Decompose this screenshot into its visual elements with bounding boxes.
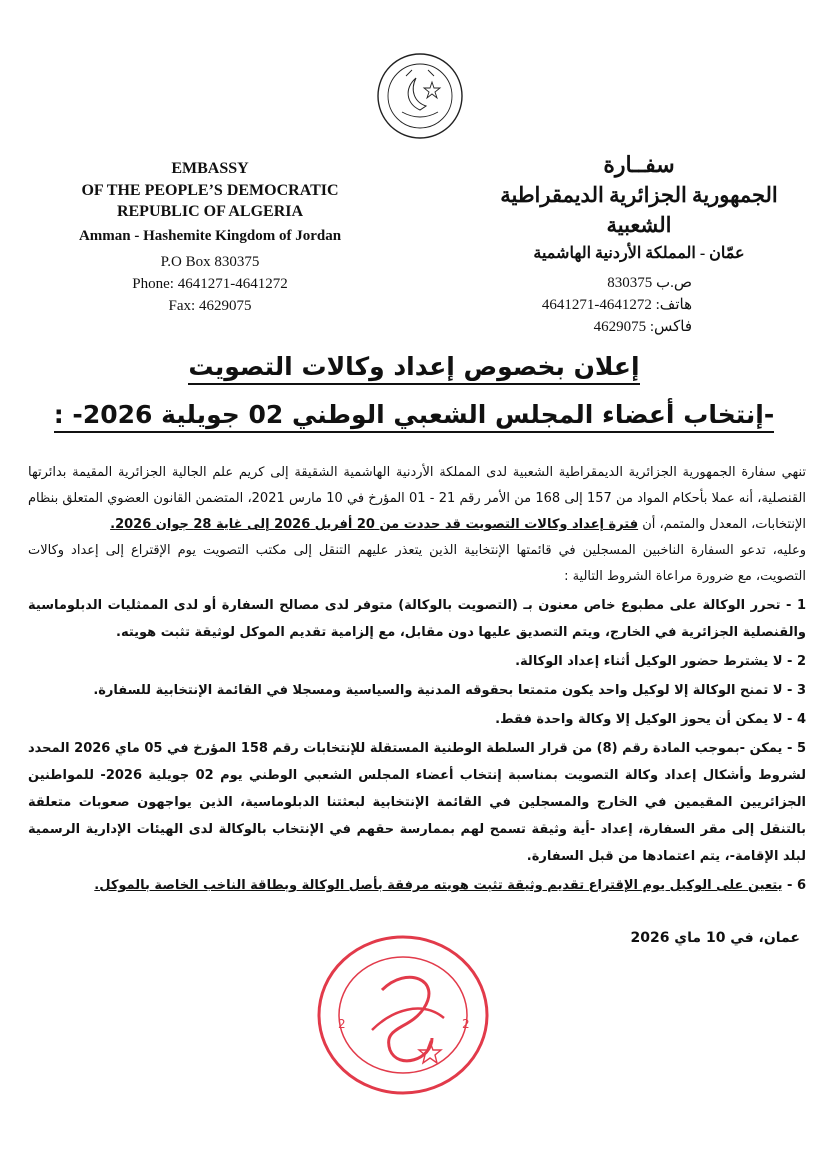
announcement-subtitle-text: -إنتخاب أعضاء المجلس الشعبي الوطني 02 جويلية 2026- : xyxy=(54,400,775,433)
condition-4: 4 - لا يمكن أن يحوز الوكيل إلا وكالة واحدة فقط. xyxy=(495,712,806,727)
condition-6 xyxy=(28,872,806,899)
intro-paragraph xyxy=(28,460,806,538)
phone: Phone: 4641271-4641272 xyxy=(132,276,288,292)
intro-text: تنهي سفارة الجمهورية الجزائرية الديمقراطية الشعبية لدى المملكة الأردنية الهاشمية الشقيقة إلى كريم علم الجالية الجزائرية المقيمة بدائرتها القنصلية، أنه عملا بأحكام المواد من 157 إلى 168 من الأمر رقم 21 - 01 المؤرخ في 10 مارس 2021، المتضمن القانون العضوي المتعلق بنظام الإنتخابات، المعدل والمتمم، أن xyxy=(28,465,806,532)
country-line-ar: الجمهورية الجزائرية الديمقراطية الشعبية xyxy=(500,183,778,237)
condition-6-text: يتعين على الوكيل يوم الإقتراع تقديم وثيقة تثبت هويته مرفقة بأصل الوكالة وبطاقة الناخب الخاصة بالموكل. xyxy=(94,878,783,893)
embassy-label-ar: سفــارة xyxy=(603,152,675,177)
condition-3: 3 - لا تمنح الوكالة إلا لوكيل واحد يكون متمتعا بحقوقه المدنية والسياسية ومسجلا في القائمة الإنتخابية للسفارة. xyxy=(93,683,806,698)
announcement-body xyxy=(28,460,806,901)
announcement-subtitle xyxy=(0,400,828,429)
condition-6-number: 6 - xyxy=(782,878,806,893)
po-box-ar: ص.ب 830375 xyxy=(607,275,692,291)
intro-paragraph-2: وعليه، تدعو السفارة الناخبين المسجلين في قائمتها الإنتخابية الذين يتعذر عليهم التنقل إلى مكتب التصويت يوم الإقتراع إلى إعداد وكالات التصويت، مع ضرورة مراعاة الشروط التالية : xyxy=(28,543,806,584)
condition-1: 1 - تحرر الوكالة على مطبوع خاص معنون بـ (التصويت بالوكالة) متوفر لدى مصالح السفارة أو لدى الممثليات الدبلوماسية والقنصلية الجزائرية في الخارج، ويتم التصديق عليها دون مقابل، مع إلزامية تقديم الموكل لوثيقة تثبت هويته. xyxy=(28,598,806,640)
intro-period-highlight: فترة إعداد وكالات التصويت قد حددت من 20 أفريل 2026 إلى غاية 28 جوان 2026. xyxy=(110,517,639,532)
svg-text:2: 2 xyxy=(462,1017,470,1031)
country-line-1: OF THE PEOPLE’S DEMOCRATIC xyxy=(81,182,339,199)
location-line-ar: عمّان - المملكة الأردنية الهاشمية xyxy=(533,245,745,262)
svg-text:2: 2 xyxy=(338,1017,346,1031)
fax: Fax: 4629075 xyxy=(168,298,252,314)
condition-5: 5 - يمكن -بموجب المادة رقم (8) من قرار السلطة الوطنية المستقلة للإنتخابات رقم 158 المؤرخ في 05 ماي 2026 المحدد لشروط وأشكال إعداد وكالة التصويت بمناسبة إنتخاب أعضاء المجلس الشعبي الوطني يوم 02 جويلية 2026- للمواطنين الجزائريين المقيمين في الخارج والمسجلين في القائمة الإنتخابية لبعثتنا الدبلوماسية، الذين يواجهون صعوبات متعلقة بالتنقل إلى مقر السفارة، إعداد -أية وثيقة تسمح لهم بممارسة حقهم في الإنتخاب بالوكالة لدى الهيئات الإدارية الرسمية لبلد الإقامة-، يتم اعتمادها من قبل السفارة. xyxy=(28,741,806,864)
header-arabic xyxy=(474,150,804,338)
phone-ar: هاتف: 4641272-4641271 xyxy=(541,297,692,313)
embassy-label: EMBASSY xyxy=(171,160,249,177)
po-box: P.O Box 830375 xyxy=(160,254,260,270)
announcement-title-text: إعلان بخصوص إعداد وكالات التصويت xyxy=(188,352,639,385)
country-line-2: REPUBLIC OF ALGERIA xyxy=(116,203,304,220)
announcement-title xyxy=(0,352,828,381)
location-line: Amman - Hashemite Kingdom of Jordan xyxy=(78,228,342,244)
algeria-emblem-seal xyxy=(376,52,464,140)
official-stamp xyxy=(312,930,494,1100)
condition-2: 2 - لا يشترط حضور الوكيل أثناء إعداد الوكالة. xyxy=(515,654,806,669)
closing-date: عمان، في 10 ماي 2026 xyxy=(630,930,800,946)
header-english xyxy=(40,158,380,317)
fax-ar: فاكس: 4629075 xyxy=(593,319,692,335)
